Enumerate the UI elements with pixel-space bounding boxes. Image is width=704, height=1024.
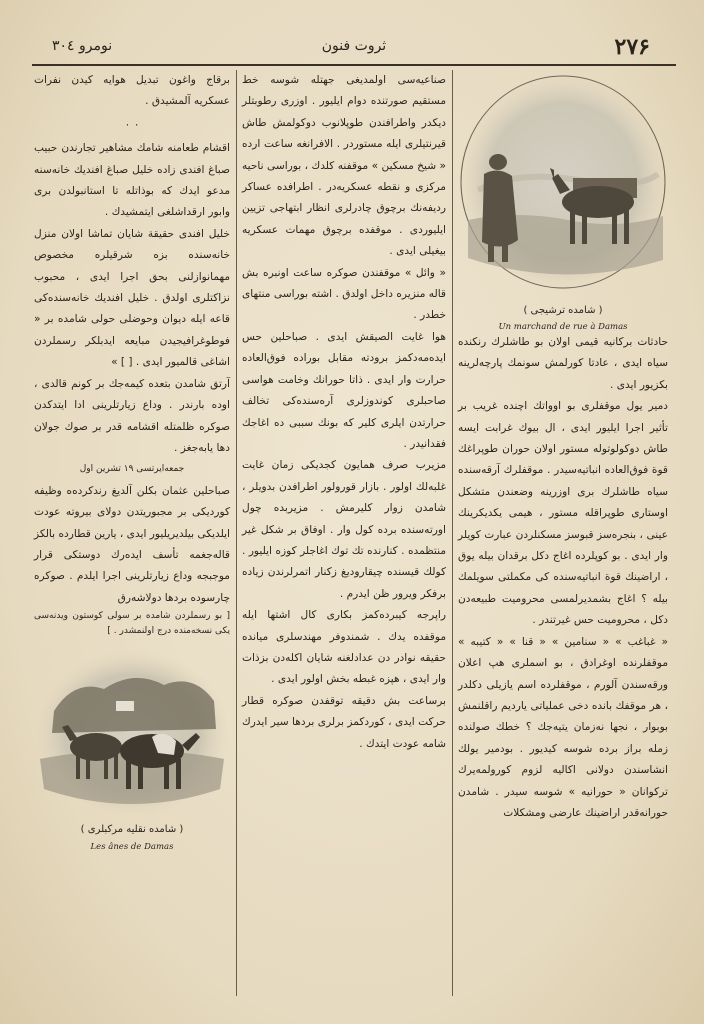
date-line: جمعه‌ايرتسى ۱۹ تشرين اول <box>79 464 185 475</box>
caption-french-donkeys: Les ânes de Damas <box>90 841 174 852</box>
column-divider <box>236 70 237 996</box>
paragraph: « وائل » موقفندن صوكره ساعت اونبره بش قالە منزيره داخل اولدق . اشته بوراسى منتهاى خطدر . <box>242 266 446 322</box>
paragraph: برساعت بش دقيقه توقفدن صوكره قطار حركت ايدى ، كوردكمز برلرى بردها سير ايدرك شامه عودت ايتدك . <box>242 694 446 750</box>
page-number: ۲۷۶ <box>614 34 650 60</box>
issue-number: نومرو ٣٠٤ <box>52 38 113 54</box>
figure-street-merchant <box>458 70 668 332</box>
paragraph: صباحلين عثمان بكلن آلديغ رندكرده‌ه وظيفه كورديكى بر مجبوريتدن دولاى بيروته عودت ايلديكى بيلديريليور ايدى ، يارين قطارده بالكز قالەجغمه تأسف ايده‌رك دوستكى قرار موجبجه وداع زيارتلرينى اجرا ايلدم . صوكره چارسوده بردها دولاشه‌رق <box>34 484 230 604</box>
caption-ottoman-donkeys: ( شامده نقليه مركبلرى ) <box>80 824 184 836</box>
paragraph: راپرجه كيبرده‌كمز بكارى كال اشتها ايله موقفده يدك . شمندوفر مهندسلرى ميانده حقيقه نوادر دن عدادلغنه شايان اكلەدن بزذات وار ايدى ، هپزه غبطه بخش اولور ايدى . <box>242 609 446 686</box>
section-separator: ٠ ٠ <box>124 118 140 131</box>
paragraph: برقاج واغون تبديل هوايه كيدن نفرات عسكريه آلمشيدق . <box>34 74 230 108</box>
footnote: [ بو رسملردن شامده بر سولى كوستون ويدنه‌سى يكى نسخه‌منده درج اولنمشدر . ] <box>34 611 230 637</box>
paragraph: اقشام طعامنه شامك مشاهير تجارندن حبيب صباغ افندى زاده خليل صباغ افنديك خانه‌سنه مدعو ايدك كه بوذاتله تا استانبولدن برى وابور ارقداشلغى ايتمشيدك . <box>34 142 230 219</box>
paragraph: حادثات بركانيه قيمى اولان بو طاشلرك رنكنده سياه ايدى ، عادتا كورلمش سونمك پارچه‌لرينه بكزيور ايدى . <box>458 336 668 391</box>
column-right <box>458 70 668 824</box>
street-merchant-illustration <box>458 70 668 298</box>
paragraph: دمير يول موقفلرى بو اوواتك اچنده غريب بر تأثير اجرا ايليور ايدى ، ال بيوك غرابت ايسه طاش دوكولوتوله مستور اولان حوران طوپراغك قوة فوق‌العاده انباتيه‌سيدر . موقفلرك آرقه‌سنده سياه طاشلرك برى اوزرينه وضعندن متشكل اوستارى طوپراقله مستور ، هيمى يكديكرينك عينى ، بنجره‌سز قبوسز مسكنلردن عبارت كويلر وار ايدى . بو كوپلرده اغاج دكل برقدان بيله يوق ، اراضينك قوة انباتيه‌سنده كى مكملتى سويلمك بيله ؟ اغاج بشمدير‌لمسى محروميت طبيعه‌دن دكل ، محروميت حس غيرتندر . <box>458 400 668 627</box>
header-rule <box>32 64 676 66</box>
journal-title: ثروت فنون <box>321 38 387 54</box>
figure-donkeys <box>34 649 230 852</box>
paragraph: خليل افندى حقيقة شايان تماشا اولان منزل خانه‌سنده بزه شرقيلره مخصوص مهمانوازلنى بحق اجرا ايدى ، محبوب نزاكتلرى اولدق . خليل افنديك خانه‌سنده‌كى قاعه ايله ديوان وحوضلى حولى شامده بر « فوطوغرافيجيدن مبايعه ايدبلكر رسملردن اشاغى قالميور ايدى . [ ] » <box>34 227 230 369</box>
paragraph: « غباغب » « سنامين » « قنا » « كتيبه » موقفلرنده اوغرادق ، بو اسملرى هپ اعلان ورقه‌سندن آلورم ، موقفلرده اسم يازيلى دكلدر ، هر موقفك بانده دخى عملياتى يارديم راقلنمش بوبوار ، نجها نه‌زمان يتيه‌جك ؟ خطك صولنده زمله براز برده شوسه كيديور . بودمير يولك انشاسندن دولانى اكاليه لزوم كورولمه‌يرك تركوانان « حورانيه » شوسه سيدر . شامدن حورانه‌قدر اراضينك عارضى ومشكلات <box>458 635 668 819</box>
caption-ottoman-merchant: ( شامده ترشیجی ) <box>523 305 603 316</box>
column-middle <box>242 70 446 755</box>
column-divider <box>452 70 453 996</box>
donkeys-illustration <box>34 649 230 819</box>
column-left <box>34 70 230 853</box>
paragraph: مزيرب صرف همايون كجديكى زمان غايت غلبه‌لك اولور . بازار قورولور اطرافدن بدويلر ، شامدن زوار كليرمش . مزيربده چول اورته‌سنده برده كول وار . اوفاق بر شكل غير منتظمده . كنارنده تك توك اغاجلر كوزه ايليور . كولك قيسنده چيقاروديغ زكنار اتمرلرندن زياده برفكر ويرور ظن ايدرم . <box>242 459 446 600</box>
paragraph: آرتق شامدن بتعده كيمه‌جك بر كونم قالدى ، اوده بارندر . وداع زيارتلرينى ادا ايتدكدن صوكره ظلمتله اقشامه قدر بر صوك جولان دها يابه‌جغز . <box>34 377 230 454</box>
paragraph: صناعيه‌سى اولمديغى جهتله شوسه خط مستقيم صورتنده دوام ايليور . اوزرى رطوبتلر ديكدر واطرافندن طوپلانوب دوكولمش طاش قيرنتيلرى ايله مستوردر . الافرانغه ساعت ارده « شيخ مسكين » موقفنه كلدك ، بوراسى ناحيه مركزى و نقطه عسكريه‌در . اطرافده عساكر رديفه‌نك برچوق چادرلرى انظار ابتهاجى تزيين ايليوردى . موقفده برچوق مهمات عسكريه بيغيلى ايدى . <box>242 74 446 258</box>
caption-french-merchant: Un marchand de rue à Damas <box>498 322 628 333</box>
paragraph: هوا غايت الصيقش ايدى . صباحلين حس ايده‌مه‌دكمز برودته مقابل بوراده فوق‌العاده حرارت وار ايدى . ذاتا حورانك وخامت هواسى صاحبلرى كوندوزلرى آرەسنده‌كى تخالف حرارتدن ايلرى كلير كه بونك سببى ده اغاجك فقدانيدر . <box>242 330 446 450</box>
page-header <box>30 30 678 64</box>
